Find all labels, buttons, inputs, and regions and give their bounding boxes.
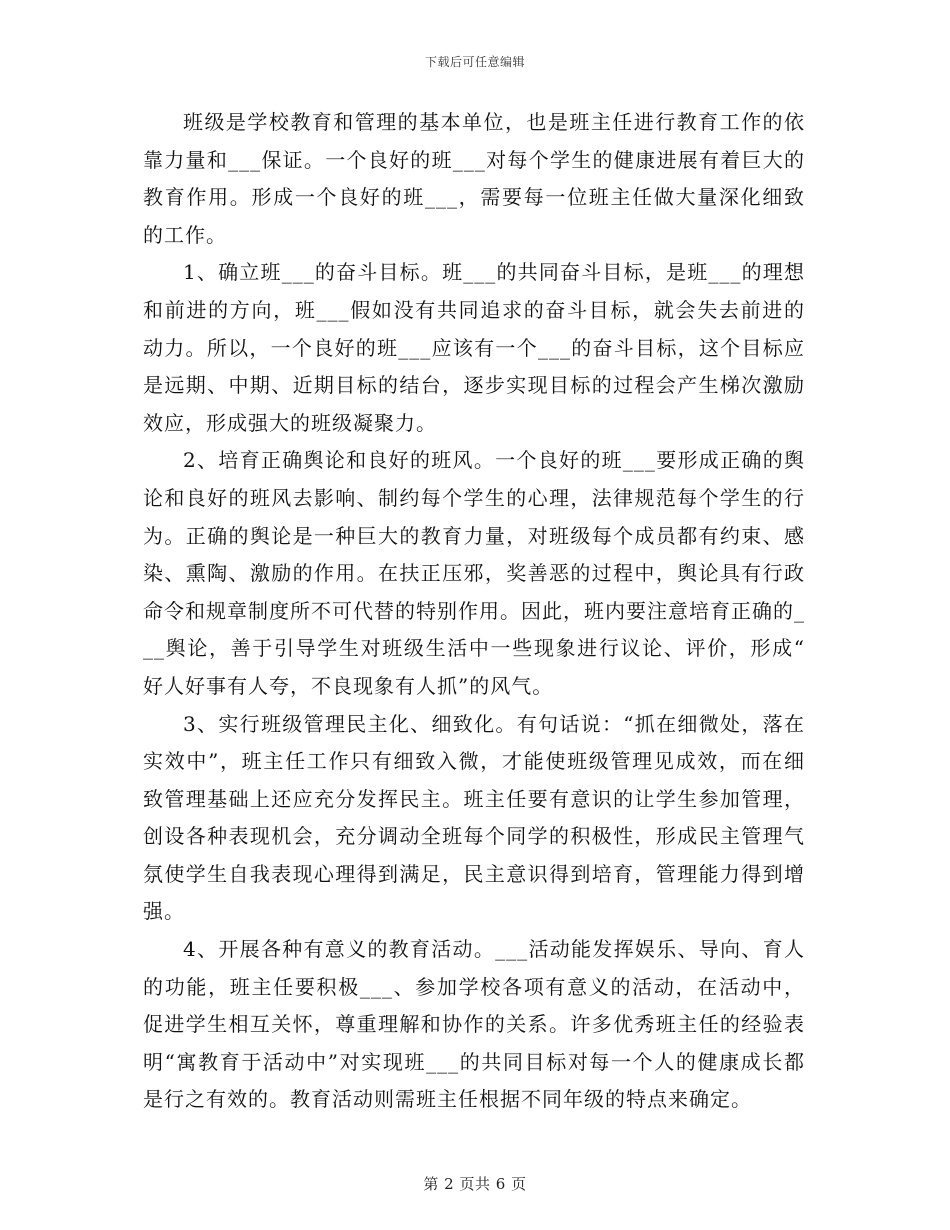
paragraph-democratic-management: 3、实行班级管理民主化、细致化。有句话说：“抓在细微处，落在实效中”，班主任工作只有细致入微，才能使班级管理见成效，而在细致管理基础上还应充分发挥民主。班主任要有意识的让学生参加管理，创设各种表现机会，充分调动全班每个同学的积极性，形成民主管理气氛使学生自我表现心理得到满足，民主意识得到培育，管理能力得到增强。 [143,711,805,924]
paragraph-intro: 班级是学校教育和管理的基本单位，也是班主任进行教育工作的依靠力量和___保证。一个良好的班___对每个学生的健康进展有着巨大的教育作用。形成一个良好的班___，需要每一位班主任做大量深化细致的工作。 [143,110,805,247]
paragraph-activities: 4、开展各种有意义的教育活动。___活动能发挥娱乐、导向、育人的功能，班主任要积极___、参加学校各项有意义的活动，在活动中，促进学生相互关怀，尊重理解和协作的关系。许多优秀班主任的经验表明“寓教育于活动中”对实现班___的共同目标对每一个人的健康成长都是行之有效的。教育活动则需班主任根据不同年级的特点来确定。 [143,937,805,1112]
page-number: 第 2 页共 6 页 [423,1175,527,1193]
paragraph-class-spirit: 2、培育正确舆论和良好的班风。一个良好的班___要形成正确的舆论和良好的班风去影响、制约每个学生的心理，法律规范每个学生的行为。正确的舆论是一种巨大的教育力量，对班级每个成员都有约束、感染、熏陶、激励的作用。在扶正压邪，奖善恶的过程中，舆论具有行政命令和规章制度所不可代替的特别作用。因此，班内要注意培育正确的___舆论，善于引导学生对班级生活中一些现象进行议论、评价，形成“好人好事有人夸，不良现象有人抓”的风气。 [143,448,805,698]
header-note: 下载后可任意编辑 [424,55,525,69]
document-body [143,104,805,1119]
paragraph-goals: 1、确立班___的奋斗目标。班___的共同奋斗目标，是班___的理想和前进的方向，班___假如没有共同追求的奋斗目标，就会失去前进的动力。所以，一个良好的班___应该有一个___的奋斗目标，这个目标应是远期、中期、近期目标的结台，逐步实现目标的过程会产生梯次激励效应，形成强大的班级凝聚力。 [143,260,805,435]
